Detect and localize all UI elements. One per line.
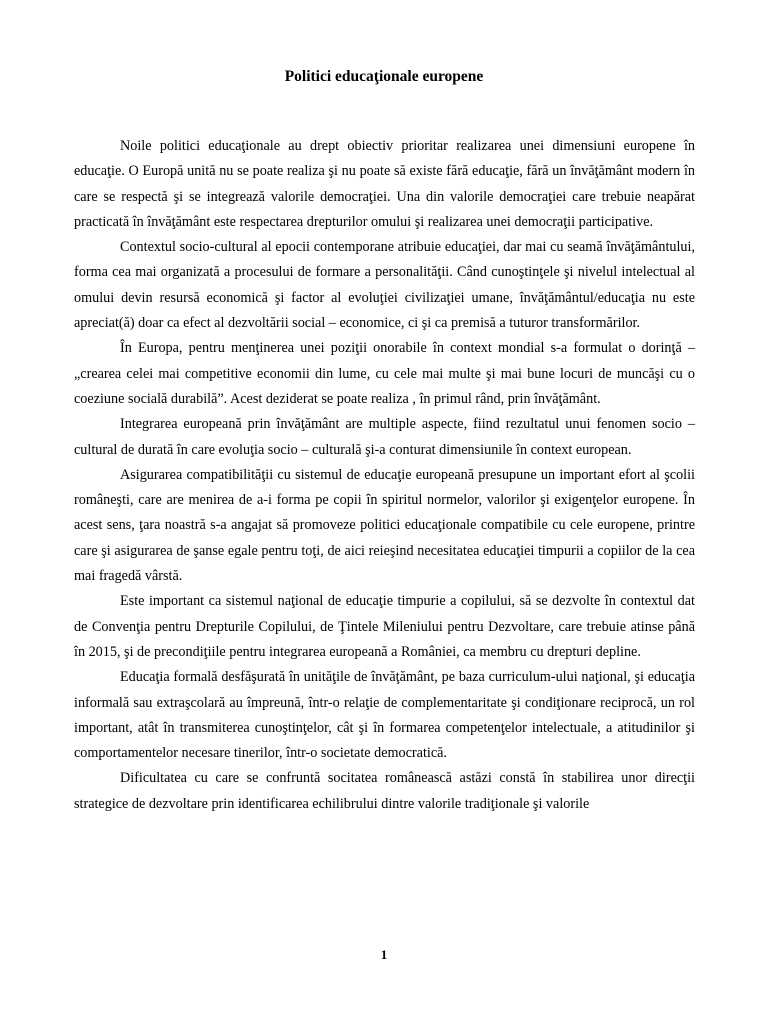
paragraph: Asigurarea compatibilităţii cu sistemul de educaţie europeană presupune un important efort al şcolii româneşti, care are menirea de a-i forma pe copii în spiritul normelor, valorilor şi exigenţelor europene. În acest sens, ţara noastră s-a angajat să promoveze politici educaţionale compatibile cu cele europene, printre care şi asigurarea de şanse egale pentru toţi, de aici reieşind necesitatea educaţiei timpurii a copiilor de la cea mai fragedă vârstă. <box>74 466 695 585</box>
document-title: Politici educaţionale europene <box>284 68 484 85</box>
paragraph: Este important ca sistemul naţional de educaţie timpurie a copilului, să se dezvolte în contextul dat de Convenţia pentru Drepturile Copilului, de Ţintele Mileniului pentru Dezvoltare, care trebuie atinse până în 2015, şi de precondiţiile pentru integrarea europeană a României, ca membru cu drepturi depline. <box>74 593 695 660</box>
document-body <box>74 134 695 817</box>
paragraph: Contextul socio-cultural al epocii contemporane atribuie educaţiei, dar mai cu seamă învăţământului, forma cea mai organizată a procesului de formare a personalităţii. Când cunoştinţele şi nivelul intelectual al omului devin resursă economică şi factor al evoluţiei civilizaţiei umane, învăţământul/educaţia nu este apreciat(ă) doar ca efect al dezvoltării social – economice, ci şi ca premisă a tuturor transformărilor. <box>74 239 695 332</box>
page-number: 1 <box>380 947 388 962</box>
paragraph: Integrarea europeană prin învăţământ are multiple aspecte, fiind rezultatul unui fenomen socio – cultural de durată în care evoluţia socio – culturală şi-a conturat dimensiunile în context european. <box>74 416 695 458</box>
paragraph: Noile politici educaţionale au drept obiectiv prioritar realizarea unei dimensiuni europene în educaţie. O Europă unită nu se poate realiza şi nu poate să existe fără educaţie, fără un învăţământ modern în care se respectă şi se integrează valorile democraţiei. Una din valorile democraţiei care trebuie neapărat practicată în învăţământ este respectarea drepturilor omului şi realizarea unei democraţii participative. <box>74 138 695 230</box>
paragraph: Dificultatea cu care se confruntă socitatea românească astăzi constă în stabilirea unor direcţii strategice de dezvoltare prin identificarea echilibrului dintre valorile tradiţionale şi valorile <box>74 770 695 812</box>
paragraph: Educaţia formală desfăşurată în unităţile de învăţământ, pe baza curriculum-ului naţional, şi educaţia informală sau extraşcolară au împreună, într-o relaţie de complementaritate şi condiţionare reciprocă, un rol important, atât în transmiterea cunoştinţelor, cât şi în formarea competenţelor intelectuale, a atitudinilor şi comportamentelor necesare tinerilor, într-o societate democratică. <box>74 669 695 762</box>
paragraph: În Europa, pentru menţinerea unei poziţii onorabile în context mondial s-a formulat o dorinţă – „crearea celei mai competitive economii din lume, cu cele mai multe şi mai bune locuri de muncăşi cu o coeziune socială durabilă”. Acest deziderat se poate realiza , în primul rând, prin învăţământ. <box>74 340 695 407</box>
